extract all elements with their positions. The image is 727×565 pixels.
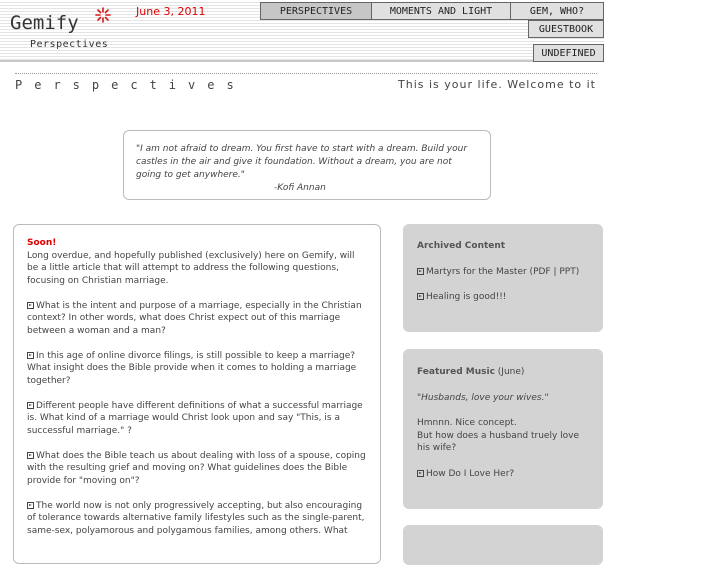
music-month: (June) (494, 367, 525, 377)
play-bullet-icon (417, 470, 424, 477)
play-bullet-icon (27, 402, 34, 409)
how-do-i-love-her-link[interactable]: How Do I Love Her? (426, 468, 515, 479)
question-item: In this age of online divorce filings, is still possible to keep a marriage? What insight does the Bible provide when it comes to holding a marriage together? (27, 350, 357, 386)
quote-box (123, 130, 491, 200)
archived-title: Archived Content (417, 241, 506, 251)
martyrs-ppt-link[interactable]: PPT (559, 266, 576, 277)
header-rule (0, 60, 604, 62)
nav-gem-who[interactable]: GEM, WHO? (510, 2, 604, 20)
play-bullet-icon (27, 352, 34, 359)
play-bullet-icon (27, 452, 34, 459)
nav-perspectives[interactable]: PERSPECTIVES (260, 2, 372, 20)
current-date: June 3, 2011 (136, 5, 206, 18)
featured-music-panel (403, 349, 603, 509)
question-item: What is the intent and purpose of a marriage, especially in the Christian context? In other words, what does Christ expect out of this marriage between a woman and a man? (27, 300, 362, 336)
question-item: What does the Bible teach us about dealing with loss of a spouse, coping with the resulting grief and moving on? What guidelines does the Bible provide for "moving on"? (27, 450, 366, 486)
snowflake-icon (94, 6, 112, 24)
music-quote: "Husbands, love your wives." (417, 392, 549, 403)
dotted-divider (15, 73, 597, 74)
site-logo[interactable]: Gemify (10, 12, 79, 34)
section-title: Perspectives (15, 78, 246, 92)
nav-moments-and-light[interactable]: MOMENTS AND LIGHT (371, 2, 511, 20)
play-bullet-icon (417, 268, 424, 275)
sidebar-panel-3 (403, 525, 603, 565)
healing-link[interactable]: Healing is good!!! (426, 292, 507, 302)
music-line-1: Hmnnn. Nice concept. (417, 418, 517, 428)
quote-text: "I am not afraid to dream. You first have to start with a dream. Build your castles in the air and give it foundation. Without a dream, you are not going to get anywhere." (136, 144, 468, 180)
music-title: Featured Music (417, 367, 495, 377)
play-bullet-icon (417, 293, 424, 300)
martyrs-pdf-link[interactable]: PDF (533, 266, 551, 277)
music-line-2: But how does a husband truely love his wife? (417, 430, 580, 453)
archived-item-martyrs: Martyrs for the Master (PDF | PPT) (417, 266, 589, 279)
question-item: The world now is not only progressively accepting, but also encouraging of tolerance towards alternative family lifestyles such as the single-parent, same-sex, polyamorous and polygamous families, among others. What (27, 500, 365, 536)
tagline: This is your life. Welcome to it (398, 78, 596, 91)
archived-content-panel (403, 224, 603, 332)
archived-item-healing[interactable] (417, 291, 589, 304)
question-item: Different people have different definitions of what a successful marriage is. What kind of a marriage would Christ look upon and say "This, is a successful marriage." ? (27, 400, 363, 436)
nav-guestbook[interactable]: GUESTBOOK (528, 20, 604, 38)
nav-undefined[interactable]: UNDEFINED (533, 44, 604, 62)
logo-subtitle: Perspectives (30, 39, 109, 50)
article-heading: Soon! (27, 238, 57, 248)
music-link-item[interactable] (417, 468, 589, 481)
quote-author: -Kofi Annan (274, 183, 326, 193)
play-bullet-icon (27, 302, 34, 309)
article-preview (13, 224, 381, 564)
play-bullet-icon (27, 502, 34, 509)
article-intro: Long overdue, and hopefully published (exclusively) here on Gemify, will be a little article that will attempt to address the following questions, focusing on Christian marriage. (27, 250, 355, 286)
